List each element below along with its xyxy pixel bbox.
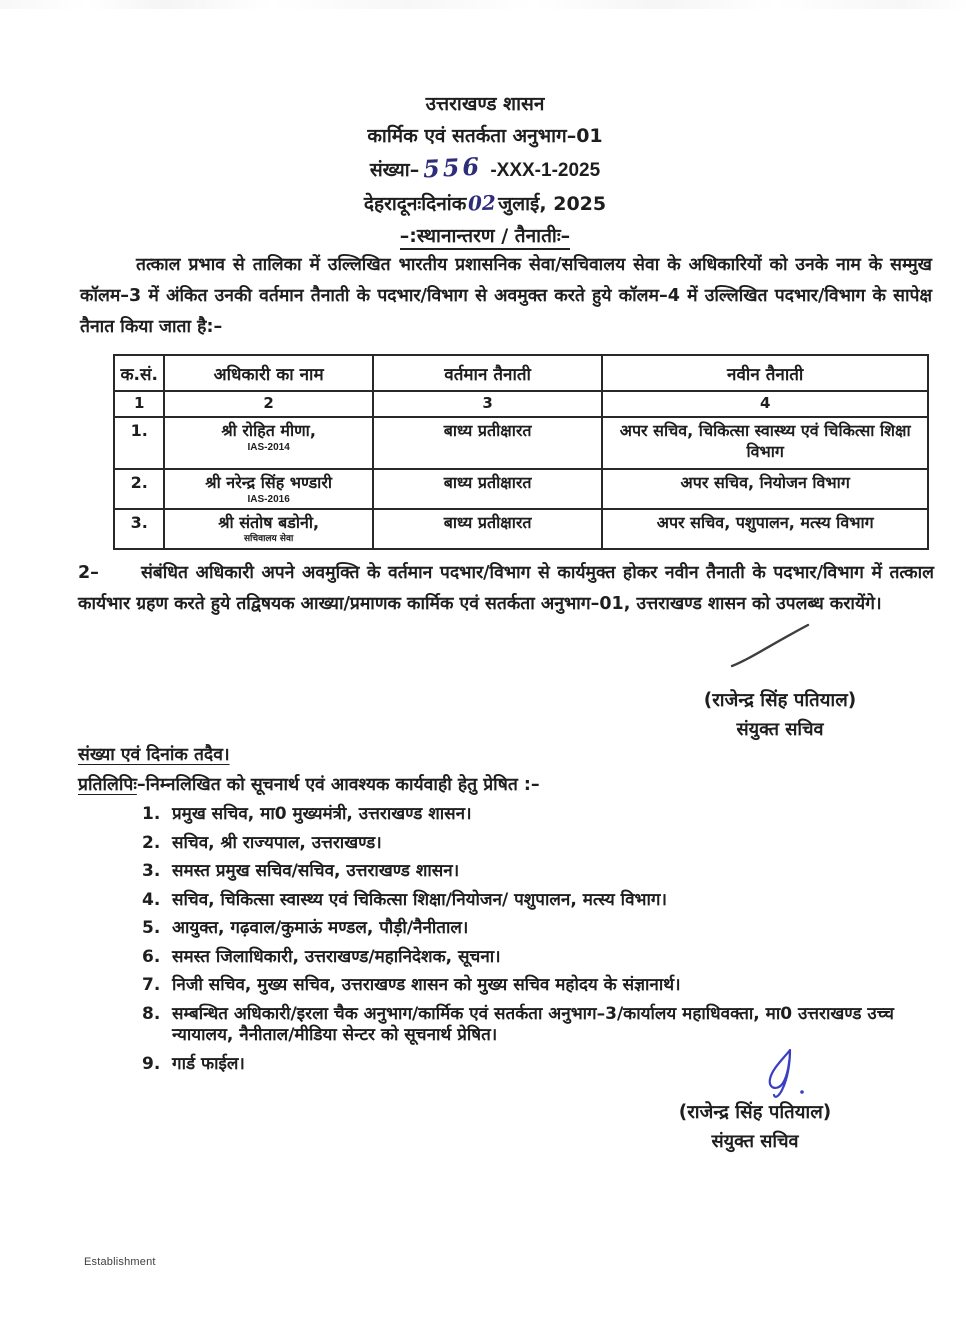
list-item-number: 9. bbox=[142, 1053, 161, 1074]
col-number: 4 bbox=[602, 391, 928, 417]
list-item-text: सम्बन्धित अधिकारी/इरला चैक अनुभाग/कार्मिक एवं सतर्कता अनुभाग–3/कार्यालय महाधिवक्ता, मा0 उत्तराखण्ड उच्च न्यायालय, नैनीताल/मीडिया सेन्टर को सूचनार्थ प्रेषित। bbox=[172, 1003, 894, 1045]
signatory-designation: संयुक्त सचिव bbox=[711, 1131, 799, 1152]
list-item bbox=[142, 1004, 912, 1047]
scan-edge-artifact bbox=[0, 0, 970, 9]
clause-number: 2– bbox=[78, 563, 99, 583]
clause-text: संबंधित अधिकारी अपने अवमुक्ति के वर्तमान पदभार/विभाग से कार्यमुक्त होकर नवीन तैनाती के पदभार/विभाग में तत्काल कार्यभार ग्रहण करते हुये तद्विषयक आख्या/प्रमाणक कार्मिक एवं सतर्कता अनुभाग–01, उत्तराखण्ड शासन को उपलब्ध करायेंगे। bbox=[78, 563, 934, 614]
list-item bbox=[142, 975, 912, 997]
same-number-date-line: संख्या एवं दिनांक तदैव। bbox=[78, 745, 230, 765]
list-item bbox=[142, 918, 912, 940]
government-name: उत्तराखण्ड शासन bbox=[425, 93, 545, 115]
col-header-serial: क.सं. bbox=[114, 355, 164, 391]
list-item-number: 4. bbox=[142, 889, 161, 910]
cell-current-posting: बाध्य प्रतीक्षारत bbox=[373, 509, 603, 549]
list-item-text: समस्त जिलाधिकारी, उत्तराखण्ड/महानिदेशक, सूचना। bbox=[172, 946, 501, 967]
list-item-number: 3. bbox=[142, 861, 161, 881]
cell-new-posting: अपर सचिव, चिकित्सा स्वास्थ्य एवं चिकित्सा शिक्षा विभाग bbox=[602, 417, 928, 469]
list-item-text: समस्त प्रमुख सचिव/सचिव, उत्तराखण्ड शासन। bbox=[172, 861, 460, 881]
date-handwritten: 02 bbox=[467, 190, 497, 216]
officer-name: श्री नरेन्द्र सिंह भण्डारी bbox=[205, 473, 333, 492]
transfer-table bbox=[113, 354, 929, 550]
letterhead bbox=[0, 88, 970, 220]
list-item bbox=[142, 861, 912, 883]
col-number: 2 bbox=[164, 391, 372, 417]
copy-label: प्रतिलिपिः bbox=[78, 775, 137, 795]
establishment-watermark: Establishment bbox=[84, 1256, 156, 1268]
subject-text: –:स्थानान्तरण / तैनातीः– bbox=[400, 225, 570, 250]
table-row bbox=[114, 509, 928, 549]
list-item-number: 5. bbox=[142, 918, 161, 938]
officer-batch: IAS-2014 bbox=[247, 442, 290, 453]
place-date-prefix: देहरादूनःदिनांक bbox=[363, 193, 467, 215]
list-item-text: सचिव, श्री राज्यपाल, उत्तराखण्ड। bbox=[172, 832, 382, 853]
signatory-designation: संयुक्त सचिव bbox=[736, 719, 824, 740]
officer-name: श्री रोहित मीणा, bbox=[221, 421, 316, 440]
clause-2-paragraph bbox=[78, 558, 934, 619]
signature-stroke-icon bbox=[726, 620, 816, 672]
list-item-text: निजी सचिव, मुख्य सचिव, उत्तराखण्ड शासन को मुख्य सचिव महोदय के संज्ञानार्थ। bbox=[172, 975, 681, 995]
list-item-text: सचिव, चिकित्सा स्वास्थ्य एवं चिकित्सा शिक्षा/नियोजन/ पशुपालन, मत्स्य विभाग। bbox=[172, 889, 667, 910]
copy-distribution-list bbox=[142, 804, 912, 1082]
opening-paragraph: तत्काल प्रभाव से तालिका में उल्लिखित भारतीय प्रशासनिक सेवा/सचिवालय सेवा के अधिकारियों को उनके नाम के सम्मुख कॉलम–3 में अंकित उनकी वर्तमान तैनाती के पदभार/विभाग से अवमुक्त करते हुये कॉलम–4 में उल्लिखित पदभार/विभाग के सापेक्ष तैनात किया जाता है:– bbox=[80, 255, 932, 337]
col-number: 1 bbox=[114, 391, 164, 417]
copy-forward-text: –निम्नलिखित को सूचनार्थ एवं आवश्यक कार्यवाही हेतु प्रेषित :– bbox=[136, 775, 540, 795]
col-header-new-posting: नवीन तैनाती bbox=[602, 355, 928, 391]
col-header-officer-name: अधिकारी का नाम bbox=[164, 355, 372, 391]
signatory-name: (राजेन्द्र सिंह पतियाल) bbox=[703, 690, 857, 711]
list-item-number: 7. bbox=[142, 975, 161, 995]
table-row bbox=[114, 469, 928, 509]
cell-officer-name bbox=[164, 469, 372, 509]
list-item-text: गार्ड फाईल। bbox=[172, 1053, 245, 1074]
table-column-number-row bbox=[114, 391, 928, 417]
list-item bbox=[142, 890, 912, 912]
place-date-suffix: जुलाई, 2025 bbox=[498, 193, 607, 215]
order-number-handwritten: 556 bbox=[422, 151, 484, 184]
signatory-name: (राजेन्द्र सिंह पतियाल) bbox=[678, 1102, 832, 1123]
department-name: कार्मिक एवं सतर्कता अनुभाग–01 bbox=[367, 125, 603, 147]
order-number-suffix: -XXX-1-2025 bbox=[490, 160, 601, 181]
cell-officer-name bbox=[164, 417, 372, 469]
list-item-number: 2. bbox=[142, 832, 161, 853]
cell-serial: 2. bbox=[114, 469, 164, 509]
cell-current-posting: बाध्य प्रतीक्षारत bbox=[373, 469, 603, 509]
officer-batch: IAS-2016 bbox=[247, 494, 290, 505]
cell-current-posting: बाध्य प्रतीक्षारत bbox=[373, 417, 603, 469]
signature-initial-icon bbox=[760, 1044, 812, 1106]
list-item-text: आयुक्त, गढ़वाल/कुमाऊं मण्डल, पौड़ी/नैनीताल। bbox=[172, 918, 469, 938]
signatory-block-1 bbox=[655, 686, 905, 744]
copy-forward-line bbox=[78, 772, 540, 796]
cell-new-posting: अपर सचिव, नियोजन विभाग bbox=[602, 469, 928, 509]
list-item-number: 8. bbox=[142, 1003, 161, 1024]
signatory-block-2 bbox=[630, 1098, 880, 1156]
table-row bbox=[114, 417, 928, 469]
table-header-row bbox=[114, 355, 928, 391]
order-number-prefix: संख्या– bbox=[369, 159, 420, 181]
col-number: 3 bbox=[373, 391, 603, 417]
cell-serial: 3. bbox=[114, 509, 164, 549]
cell-serial: 1. bbox=[114, 417, 164, 469]
list-item bbox=[142, 833, 912, 855]
list-item bbox=[142, 804, 912, 826]
place-date-line bbox=[0, 187, 970, 220]
cell-new-posting: अपर सचिव, पशुपालन, मत्स्य विभाग bbox=[602, 509, 928, 549]
officer-name: श्री संतोष बडोनी, bbox=[218, 513, 320, 532]
list-item-number: 1. bbox=[142, 804, 161, 824]
list-item-text: प्रमुख सचिव, मा0 मुख्यमंत्री, उत्तराखण्ड शासन। bbox=[172, 804, 472, 824]
order-number-line bbox=[0, 152, 970, 187]
list-item bbox=[142, 947, 912, 969]
cell-officer-name bbox=[164, 509, 372, 549]
col-header-current-posting: वर्तमान तैनाती bbox=[373, 355, 603, 391]
subject-heading bbox=[0, 222, 970, 248]
list-item-number: 6. bbox=[142, 946, 161, 967]
officer-service: सचिवालय सेवा bbox=[243, 534, 294, 544]
